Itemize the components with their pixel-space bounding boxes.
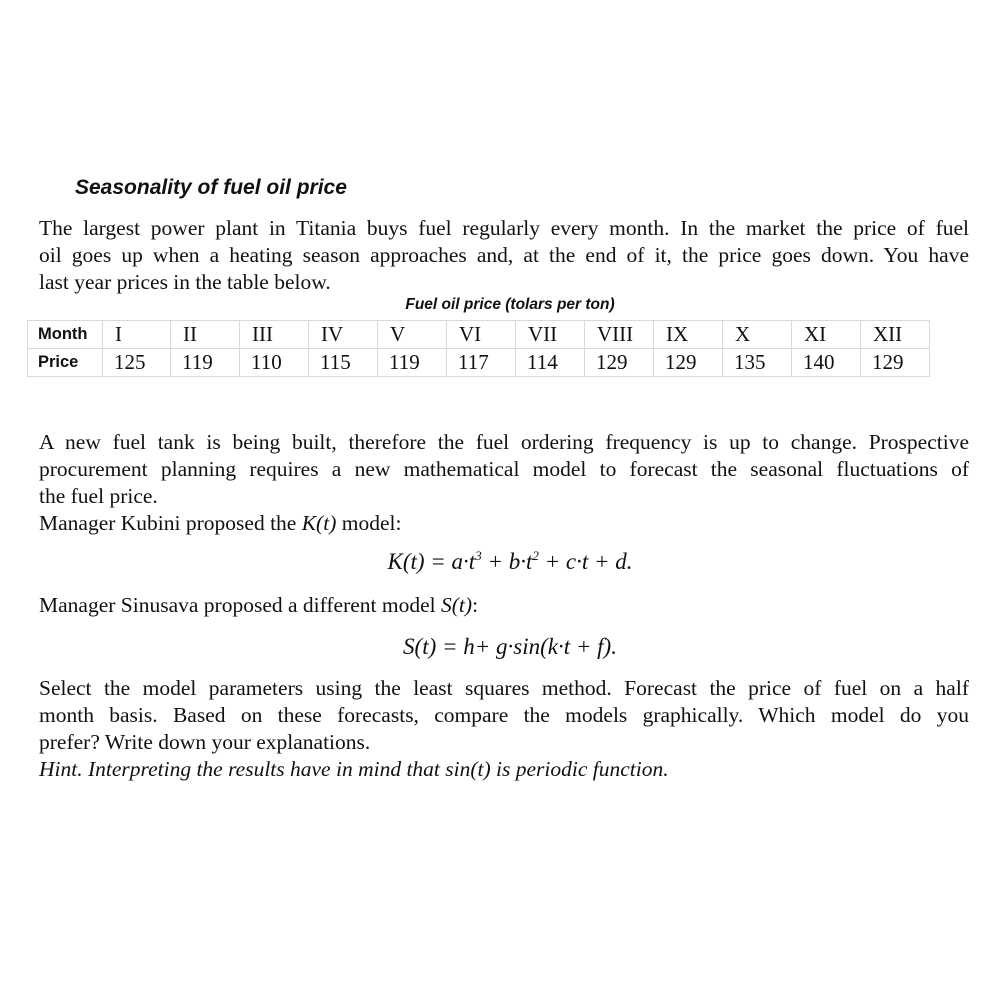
task-line: month basis. Based on these forecasts, compare the models graphically. Which model do you xyxy=(39,703,969,727)
month-cell: VIII xyxy=(585,321,654,349)
price-cell: 140 xyxy=(792,349,861,377)
price-cell: 110 xyxy=(240,349,309,377)
body-line: procurement planning requires a new mathematical model to forecast the seasonal fluctuations of xyxy=(39,457,969,481)
sinusava-model-name: S(t) xyxy=(441,593,473,617)
formula-k-exp2: 2 xyxy=(532,548,539,563)
body-line: A new fuel tank is being built, therefore the fuel ordering frequency is up to change. Prospective xyxy=(39,430,969,454)
price-cell: 119 xyxy=(378,349,447,377)
month-row-label: Month xyxy=(28,321,103,349)
intro-line: oil goes up when a heating season approaches and, at the end of it, the price goes down. You have xyxy=(39,243,969,267)
body-line: the fuel price. xyxy=(39,484,158,508)
price-cell: 115 xyxy=(309,349,378,377)
sinusava-text: Manager Sinusava proposed a different model xyxy=(39,593,442,617)
month-cell: III xyxy=(240,321,309,349)
month-cell: II xyxy=(171,321,240,349)
price-cell: 117 xyxy=(447,349,516,377)
table-caption: Fuel oil price (tolars per ton) xyxy=(405,296,615,313)
price-cell: 135 xyxy=(723,349,792,377)
sinusava-line xyxy=(39,592,969,619)
month-cell: XI xyxy=(792,321,861,349)
sinusava-tail: : xyxy=(472,593,479,617)
kubini-line xyxy=(39,510,969,537)
intro-paragraph xyxy=(39,215,969,296)
month-cell: V xyxy=(378,321,447,349)
formula-k xyxy=(0,548,984,575)
kubini-tail: model: xyxy=(336,511,402,535)
intro-line: last year prices in the table below. xyxy=(39,270,331,294)
formula-k-rest: + c·t + d. xyxy=(538,549,633,574)
formula-s: S(t) = h+ g·sin(k·t + f). xyxy=(403,634,617,659)
month-cell: XII xyxy=(861,321,930,349)
month-cell: VI xyxy=(447,321,516,349)
task-paragraph xyxy=(39,675,969,783)
sinusava-paragraph xyxy=(39,592,969,619)
price-cell: 129 xyxy=(861,349,930,377)
month-cell: IX xyxy=(654,321,723,349)
task-line: prefer? Write down your explanations. xyxy=(39,730,371,754)
formula-k-exp3: 3 xyxy=(475,548,482,563)
month-cell: IV xyxy=(309,321,378,349)
kubini-model-name: K(t) xyxy=(301,511,337,535)
intro-line: The largest power plant in Titania buys fuel regularly every month. In the market the price of fuel xyxy=(39,216,969,240)
price-row-label: Price xyxy=(28,349,103,377)
month-row xyxy=(28,321,930,349)
month-cell: X xyxy=(723,321,792,349)
kubini-text: Manager Kubini proposed the xyxy=(39,511,302,535)
price-cell: 119 xyxy=(171,349,240,377)
price-cell: 129 xyxy=(585,349,654,377)
month-cell: VII xyxy=(516,321,585,349)
task-line: Select the model parameters using the least squares method. Forecast the price of fuel on a half xyxy=(39,676,969,700)
price-row xyxy=(28,349,930,377)
formula-k-lhs: K(t) = a·t xyxy=(387,549,476,574)
hint-text: Hint. Interpreting the results have in mind that sin(t) is periodic function. xyxy=(39,757,669,781)
formula-k-mid: + b·t xyxy=(481,549,533,574)
body-paragraph xyxy=(39,429,969,537)
section-heading: Seasonality of fuel oil price xyxy=(75,176,347,199)
month-cell: I xyxy=(103,321,171,349)
price-cell: 125 xyxy=(103,349,171,377)
fuel-price-table xyxy=(27,320,930,377)
price-cell: 129 xyxy=(654,349,723,377)
price-cell: 114 xyxy=(516,349,585,377)
